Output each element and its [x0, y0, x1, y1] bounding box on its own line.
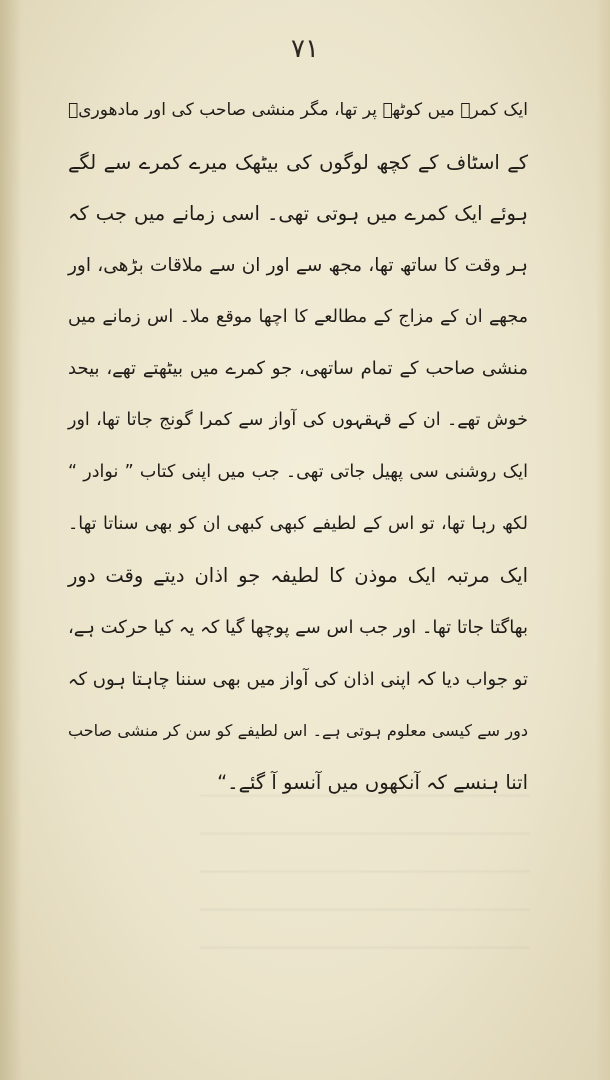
- text-line: ایک مرتبہ ایک موذن کا لطیفہ جو اذان دیتے وقت دور: [68, 564, 528, 588]
- text-line: ہوئے ایک کمرے میں ہوتی تھی۔ اسی زمانے میں جب کہ: [68, 202, 528, 226]
- text-line: لکھ رہا تھا، تو اس کے لطیفے کبھی کبھی ان کو بھی سناتا تھا۔: [68, 513, 528, 534]
- text-line: دور سے کیسی معلوم ہوتی ہے۔ اس لطیفے کو سن کر منشی صاحب: [68, 721, 528, 741]
- page-edge-shadow: [596, 0, 610, 1080]
- text-line: اتنا ہنسے کہ آنکھوں میں آنسو آ گئے۔“: [217, 770, 528, 794]
- text-line: بھاگتا جاتا تھا۔ اور جب اس سے پوچھا گیا کہ یہ کیا حرکت ہے،: [68, 616, 528, 638]
- text-line: ہر وقت کا ساتھ تھا، مجھ سے اور ان سے ملاقات بڑھی، اور: [68, 255, 528, 277]
- text-line: مجھے ان کے مزاج کے مطالعے کا اچھا موقع ملا۔ اس زمانے میں: [68, 306, 528, 327]
- body-text: [68, 85, 528, 809]
- text-line: خوش تھے۔ ان کے قہقہوں کی آواز سے کمرا گونج جاتا تھا، اور: [68, 410, 528, 431]
- text-line: منشی صاحب کے تمام ساتھی، جو کمرے میں بیٹھتے تھے، بیحد: [68, 358, 528, 380]
- page-fold-shadow: [0, 0, 22, 1080]
- text-line: ایک کمرے میں کوٹھے پر تھا، مگر منشی صاحب کی اور مادھوریؔ: [68, 100, 528, 120]
- text-line: کے اسٹاف کے کچھ لوگوں کی بیٹھک میرے کمرے سے لگے: [68, 150, 528, 174]
- page-number: ۷۱: [291, 34, 319, 64]
- text-line: تو جواب دیا کہ اپنی اذان کی آواز میں بھی سننا چاہتا ہوں کہ: [67, 668, 528, 690]
- text-line: ایک روشنی سی پھیل جاتی تھی۔ جب میں اپنی کتاب ” نوادر “: [68, 461, 528, 482]
